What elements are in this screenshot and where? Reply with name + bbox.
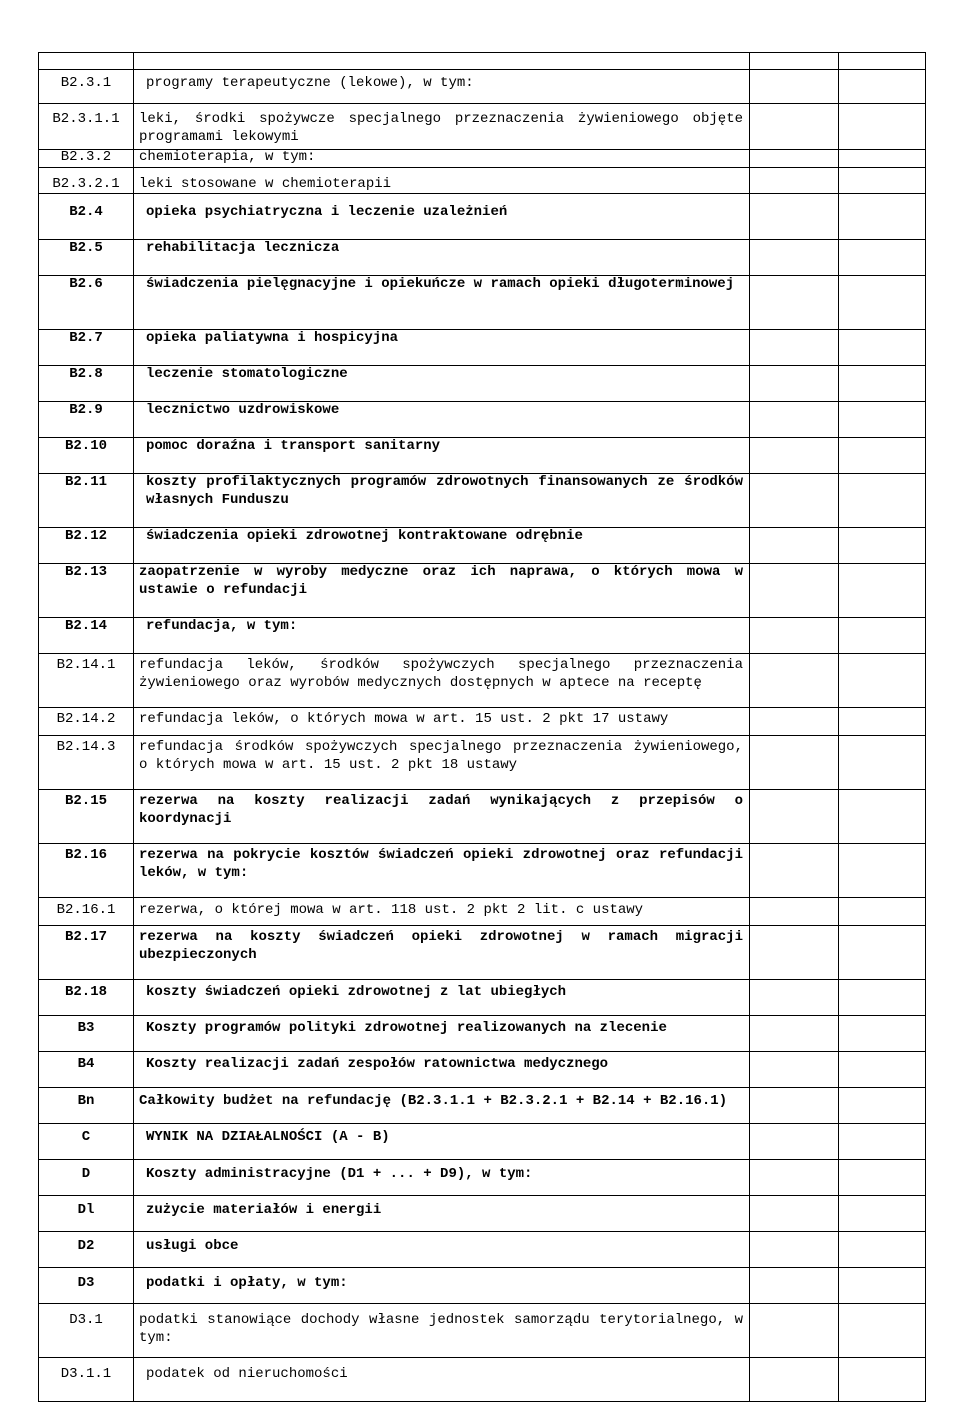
row-text: rezerwa na koszty realizacji zadań wynikających z przepisów o koordynacji xyxy=(139,793,743,827)
row-code: B2.14 xyxy=(64,618,107,634)
row-separator xyxy=(39,103,925,104)
row-text: Koszty administracyjne (D1 + ... + D9), w tym: xyxy=(146,1166,533,1182)
row-text: rezerwa, o której mowa w art. 118 ust. 2 pkt 2 lit. c ustawy xyxy=(139,902,644,918)
row-text: refundacja środków spożywczych specjalnego przeznaczenia żywieniowego, o których mowa w art. 15 ust. 2 pkt 18 ustawy xyxy=(139,739,743,773)
row-code: B4 xyxy=(77,1056,95,1072)
row-code: B2.3.2.1 xyxy=(52,176,120,192)
row-code: B2.10 xyxy=(64,438,107,454)
row-separator xyxy=(39,707,925,708)
row-separator xyxy=(39,1087,925,1088)
row-code: B2.17 xyxy=(64,929,107,945)
row-separator xyxy=(39,897,925,898)
row-code: B3 xyxy=(77,1020,95,1036)
row-text: podatki i opłaty, w tym: xyxy=(146,1275,348,1291)
row-separator xyxy=(39,1303,925,1304)
row-code: B2.5 xyxy=(69,240,103,256)
row-code: D3.1.1 xyxy=(60,1366,112,1382)
row-text: rezerwa na koszty świadczeń opieki zdrowotnej w ramach migracji ubezpieczonych xyxy=(139,929,743,963)
row-separator xyxy=(39,1015,925,1016)
row-code: D2 xyxy=(77,1238,95,1254)
row-text: lecznictwo uzdrowiskowe xyxy=(146,402,340,418)
row-code: B2.16.1 xyxy=(56,902,116,918)
row-separator xyxy=(39,1267,925,1268)
row-code: D3 xyxy=(77,1275,95,1291)
row-text: chemioterapia, w tym: xyxy=(139,149,316,165)
row-code: B2.12 xyxy=(64,528,107,544)
row-code: D3.1 xyxy=(69,1312,103,1328)
row-code: B2.6 xyxy=(69,276,103,292)
row-separator xyxy=(39,1195,925,1196)
row-code: B2.3.1 xyxy=(60,75,112,91)
row-separator xyxy=(39,653,925,654)
row-code: B2.13 xyxy=(64,564,107,580)
row-text: refundacja leków, o których mowa w art. 15 ust. 2 pkt 17 ustawy xyxy=(139,711,669,727)
row-text: programy terapeutyczne (lekowe), w tym: xyxy=(146,75,474,91)
row-text: WYNIK NA DZIAŁALNOŚCI (A - B) xyxy=(146,1129,390,1145)
row-separator xyxy=(39,1051,925,1052)
row-code: B2.7 xyxy=(69,330,103,346)
row-text: podatki stanowiące dochody własne jednostek samorządu terytorialnego, w tym: xyxy=(139,1312,743,1346)
row-code: B2.8 xyxy=(69,366,103,382)
row-code: B2.14.3 xyxy=(56,739,116,755)
row-separator xyxy=(39,167,925,168)
row-text: Koszty programów polityki zdrowotnej realizowanych na zlecenie xyxy=(146,1020,667,1036)
row-text: zużycie materiałów i energii xyxy=(146,1202,382,1218)
row-code: B2.15 xyxy=(64,793,107,809)
row-text: świadczenia opieki zdrowotnej kontraktowane odrębnie xyxy=(146,528,583,544)
row-text: opieka paliatywna i hospicyjna xyxy=(146,330,399,346)
row-code: B2.16 xyxy=(64,847,107,863)
cost-table xyxy=(38,52,926,1402)
row-text: usługi obce xyxy=(146,1238,239,1254)
row-text: opieka psychiatryczna i leczenie uzależnień xyxy=(146,204,508,220)
row-separator xyxy=(39,735,925,736)
row-code: B2.14.2 xyxy=(56,711,116,727)
row-separator xyxy=(39,979,925,980)
row-code: C xyxy=(81,1129,91,1145)
row-code: B2.14.1 xyxy=(56,657,116,673)
row-code: B2.3.2 xyxy=(60,149,112,165)
table-top-strip xyxy=(39,53,925,70)
col-divider-value-1 xyxy=(749,53,750,1401)
row-text: Całkowity budżet na refundację (B2.3.1.1 + B2.3.2.1 + B2.14 + B2.16.1) xyxy=(139,1093,728,1109)
row-text: zaopatrzenie w wyroby medyczne oraz ich naprawa, o których mowa w ustawie o refundacji xyxy=(139,564,743,598)
row-separator xyxy=(39,1123,925,1124)
row-code: B2.18 xyxy=(64,984,107,1000)
row-separator xyxy=(39,925,925,926)
row-text: leki stosowane w chemioterapii xyxy=(139,176,392,192)
row-separator xyxy=(39,1159,925,1160)
row-separator xyxy=(39,1357,925,1358)
row-separator xyxy=(39,1231,925,1232)
row-text: rezerwa na pokrycie kosztów świadczeń opieki zdrowotnej oraz refundacji leków, w tym: xyxy=(139,847,743,881)
row-code: D xyxy=(81,1166,91,1182)
col-divider-value-2 xyxy=(838,53,839,1401)
row-code: B2.3.1.1 xyxy=(52,111,120,127)
row-code: Bn xyxy=(77,1093,95,1109)
row-separator xyxy=(39,193,925,194)
row-text: koszty świadczeń opieki zdrowotnej z lat ubiegłych xyxy=(146,984,567,1000)
row-separator xyxy=(39,843,925,844)
row-text: refundacja leków, środków spożywczych specjalnego przeznaczenia żywieniowego oraz wyrobów medycznych dostępnych w aptece na receptę xyxy=(139,657,743,691)
row-code: B2.4 xyxy=(69,204,103,220)
row-code: B2.11 xyxy=(64,474,107,490)
col-divider-code xyxy=(133,53,134,1401)
row-text: świadczenia pielęgnacyjne i opiekuńcze w ramach opieki długoterminowej xyxy=(146,276,735,292)
row-text: Koszty realizacji zadań zespołów ratownictwa medycznego xyxy=(146,1056,609,1072)
row-text: pomoc doraźna i transport sanitarny xyxy=(146,438,441,454)
row-code: B2.9 xyxy=(69,402,103,418)
row-code: Dl xyxy=(77,1202,95,1218)
row-text: refundacja, w tym: xyxy=(146,618,298,634)
row-text: podatek od nieruchomości xyxy=(146,1366,348,1382)
row-text: leczenie stomatologiczne xyxy=(146,366,348,382)
row-text: koszty profilaktycznych programów zdrowotnych finansowanych ze środków własnych Funduszu xyxy=(146,474,743,508)
row-text: leki, środki spożywcze specjalnego przeznaczenia żywieniowego objęte programami lekowymi xyxy=(139,111,743,145)
row-separator xyxy=(39,789,925,790)
row-text: rehabilitacja lecznicza xyxy=(146,240,340,256)
